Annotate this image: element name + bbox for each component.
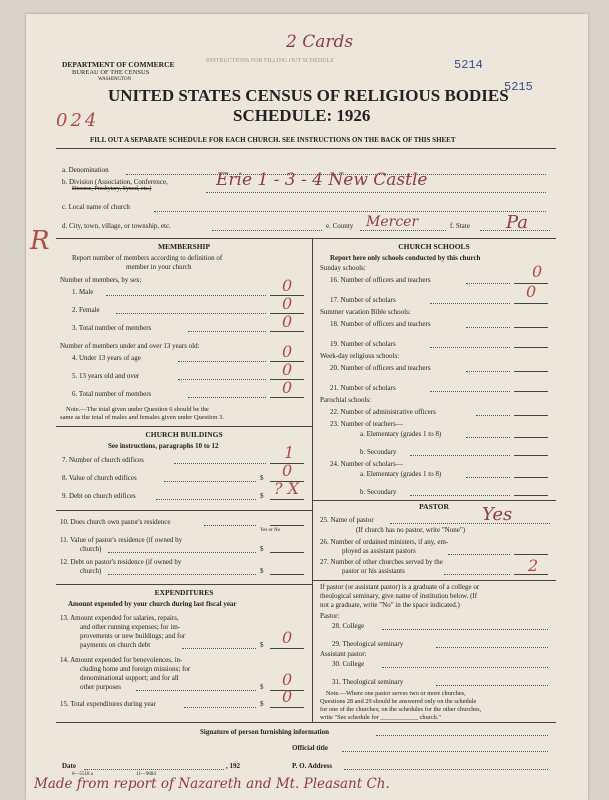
- q9-label: 9. Debt on church edifices: [62, 492, 136, 500]
- q9-dollar: $: [260, 492, 264, 500]
- sunday-label: Sunday schools:: [320, 264, 366, 272]
- q7-label: 7. Number of church edifices: [62, 456, 144, 464]
- membership-title: MEMBERSHIP: [157, 242, 211, 251]
- q11-label: 11. Value of pastor's residence (if owned by: [60, 536, 183, 544]
- q21-label: 21. Number of scholars: [330, 384, 396, 392]
- weekday-label: Week-day religious schools:: [320, 352, 400, 360]
- city-label: d. City, town, village, or township, etc.: [62, 222, 171, 230]
- q8-answer: 0: [282, 461, 293, 480]
- q23-label: 23. Number of teachers—: [330, 420, 403, 428]
- q15-label: 15. Total expenditures during year: [60, 700, 156, 708]
- q20-label: 20. Number of officers and teachers: [330, 364, 431, 372]
- q4-answer: 0: [282, 342, 293, 361]
- handwritten-footer-note: Made from report of Nazareth and Mt. Pleasant Ch.: [34, 776, 390, 792]
- division-label: b. Division (Association, Conference,: [62, 178, 168, 186]
- q4-label: 4. Under 13 years of age: [72, 354, 141, 362]
- graduate-note-2: theological seminary, give name of institution below. (If: [320, 592, 478, 600]
- faded-instructions-bleed: INSTRUCTIONS FOR FILLING OUT SCHEDULE: [206, 58, 334, 64]
- form-number-2: 11—9684: [136, 772, 156, 777]
- official-title-label: Official title: [292, 744, 328, 752]
- pastor-note-4: write "See schedule for ____________ church.": [320, 714, 441, 721]
- q2-answer: 0: [282, 294, 293, 313]
- q12-label-2: church): [80, 567, 102, 575]
- expenditures-title: EXPENDITURES: [154, 588, 214, 597]
- q14-answer: 0: [282, 670, 293, 689]
- q24b-label: b. Secondary: [360, 488, 397, 496]
- q14-label-4: other purposes: [80, 683, 122, 691]
- local-name-label: c. Local name of church: [62, 203, 130, 211]
- q24-label: 24. Number of scholars—: [330, 460, 403, 468]
- q22-label: 22. Number of administrative officers: [330, 408, 436, 416]
- handwritten-cards-note: 2 Cards: [286, 32, 354, 52]
- year-label: , 192: [226, 762, 240, 770]
- pastor-note-3: for one of the churches; on the schedules for the other churches,: [320, 706, 482, 713]
- q14-label-2: cluding home and foreign missions; for: [80, 665, 191, 673]
- city-name: WASHINGTON: [98, 77, 132, 82]
- q13-answer: 0: [282, 628, 293, 647]
- q23a-label: a. Elementary (grades 1 to 8): [360, 430, 442, 438]
- pastor-title: PASTOR: [419, 502, 449, 511]
- q6-answer: 0: [282, 378, 293, 397]
- q27-label-2: pastor or his assistants: [342, 567, 405, 575]
- q11-label-2: church): [80, 545, 102, 553]
- q14-label-3: denominational support; and for all: [80, 674, 179, 682]
- q18-label: 18. Number of officers and teachers: [330, 320, 431, 328]
- pastor-note-2: Questions 28 and 29 should be answered only on the schedule: [320, 698, 477, 705]
- q14-label: 14. Amount expended for benevolences, in-: [60, 656, 183, 664]
- q1-label: 1. Male: [72, 288, 94, 296]
- q15-answer: 0: [282, 687, 293, 706]
- q28-label: 28. College: [332, 622, 365, 630]
- q12-dollar: $: [260, 567, 264, 575]
- state-value: Pa: [506, 212, 529, 233]
- membership-sub2: member in your church: [126, 263, 192, 271]
- division-value: Erie 1 - 3 - 4 New Castle: [216, 170, 428, 190]
- buildings-title: CHURCH BUILDINGS: [145, 430, 223, 439]
- q8-label: 8. Value of church edifices: [62, 474, 137, 482]
- q26-label: 26. Number of ordained ministers, if any, em-: [320, 538, 449, 546]
- q5-answer: 0: [282, 360, 293, 379]
- q26-label-2: ployed as assistant pastors: [342, 547, 416, 555]
- q24a-label: a. Elementary (grades 1 to 8): [360, 470, 442, 478]
- q29-label: 29. Theological seminary: [332, 640, 404, 648]
- schools-sub: Report here only schools conducted by this church: [330, 254, 481, 262]
- q11-dollar: $: [260, 545, 264, 553]
- q3-answer: 0: [282, 312, 293, 331]
- q17-label: 17. Number of scholars: [330, 296, 396, 304]
- q3-label: 3. Total number of members: [72, 324, 152, 332]
- q14-dollar: $: [260, 683, 264, 691]
- form-title: UNITED STATES CENSUS OF RELIGIOUS BODIES: [108, 86, 509, 105]
- yes-or-no-hint: Yes or No: [260, 528, 281, 533]
- buildings-sub: See instructions, paragraphs 10 to 12: [108, 442, 219, 450]
- members-by-sex: Number of members, by sex:: [60, 276, 142, 284]
- signature-label: Signature of person furnishing information: [200, 728, 329, 736]
- pastor-note-1: Note.—Where one pastor serves two or more churches,: [326, 690, 466, 697]
- q13-label-3: provements or new buildings; and for: [80, 632, 186, 640]
- q15-dollar: $: [260, 700, 264, 708]
- q19-label: 19. Number of scholars: [330, 340, 396, 348]
- stamp-number-2: 5215: [504, 80, 533, 94]
- q13-label: 13. Amount expended for salaries, repairs,: [60, 614, 179, 622]
- stamp-number-1: 5214: [454, 58, 483, 72]
- q16-answer: 0: [532, 262, 543, 281]
- membership-note-2: same as the total of males and females given under Question 3.: [60, 414, 224, 421]
- q13-label-2: and other running expenses; for im-: [80, 623, 181, 631]
- q7-answer: 1: [284, 443, 295, 462]
- q13-dollar: $: [260, 641, 264, 649]
- summer-label: Summer vacation Bible schools:: [320, 308, 411, 316]
- q8-dollar: $: [260, 474, 264, 482]
- denomination-label: a. Denomination: [62, 166, 109, 174]
- q16-label: 16. Number of officers and teachers: [330, 276, 431, 284]
- graduate-note-1: If pastor (or assistant pastor) is a graduate of a college or: [320, 583, 480, 591]
- age-header: Number of members under and over 13 years old:: [60, 342, 200, 350]
- division-label-2: Diocese, Presbytery, Synod, etc.): [72, 186, 152, 192]
- pastor-sub-label: Pastor:: [320, 612, 340, 620]
- q31-label: 31. Theological seminary: [332, 678, 404, 686]
- bureau-name: BUREAU OF THE CENSUS: [72, 69, 150, 76]
- schools-title: CHURCH SCHOOLS: [398, 242, 470, 251]
- membership-sub1: Report number of members according to definition of: [72, 254, 223, 262]
- q25-label: 25. Name of pastor: [320, 516, 374, 524]
- q6-label: 6. Total number of members: [72, 390, 152, 398]
- q17-answer: 0: [526, 282, 537, 301]
- census-schedule-page: [26, 14, 588, 800]
- q13-label-4: payments on church debt: [80, 641, 151, 649]
- state-label: f. State: [450, 222, 470, 230]
- parochial-label: Parochial schools:: [320, 396, 372, 404]
- expenditures-sub: Amount expended by your church during last fiscal year: [68, 600, 237, 608]
- instructions-line: FILL OUT A SEPARATE SCHEDULE FOR EACH CHURCH. SEE INSTRUCTIONS ON THE BACK OF THIS SHEET: [90, 136, 456, 144]
- margin-mark: R: [30, 226, 50, 256]
- q23b-label: b. Secondary: [360, 448, 397, 456]
- q12-label: 12. Debt on pastor's residence (if owned by: [60, 558, 182, 566]
- schedule-year: SCHEDULE: 1926: [233, 106, 371, 125]
- q9-answer: ? X: [274, 479, 300, 498]
- county-value: Mercer: [366, 214, 419, 230]
- assistant-pastor-label: Assistant pastor:: [320, 650, 367, 658]
- county-label: e. County: [326, 222, 354, 230]
- handwritten-number: 024: [56, 110, 100, 131]
- department-name: DEPARTMENT OF COMMERCE: [62, 60, 175, 69]
- form-number-1: 6—5518 a: [72, 772, 93, 777]
- date-label: Date: [62, 762, 76, 770]
- graduate-note-3: not a graduate, write "No" in the space indicated.): [320, 601, 460, 609]
- q27-label: 27. Number of other churches served by the: [320, 558, 443, 566]
- q1-answer: 0: [282, 276, 293, 295]
- membership-note-1: Note.—The total given under Question 6 should be the: [66, 406, 209, 413]
- po-address-label: P. O. Address: [292, 762, 333, 770]
- q25-note: (If church has no pastor, write "None"): [356, 526, 466, 534]
- q10-label: 10. Does church own pastor's residence: [60, 518, 171, 526]
- q27-answer: 2: [528, 556, 539, 575]
- q5-label: 5. 13 years old and over: [72, 372, 140, 380]
- q2-label: 2. Female: [72, 306, 100, 314]
- q30-label: 30. College: [332, 660, 365, 668]
- q25-answer: Yes: [482, 504, 513, 525]
